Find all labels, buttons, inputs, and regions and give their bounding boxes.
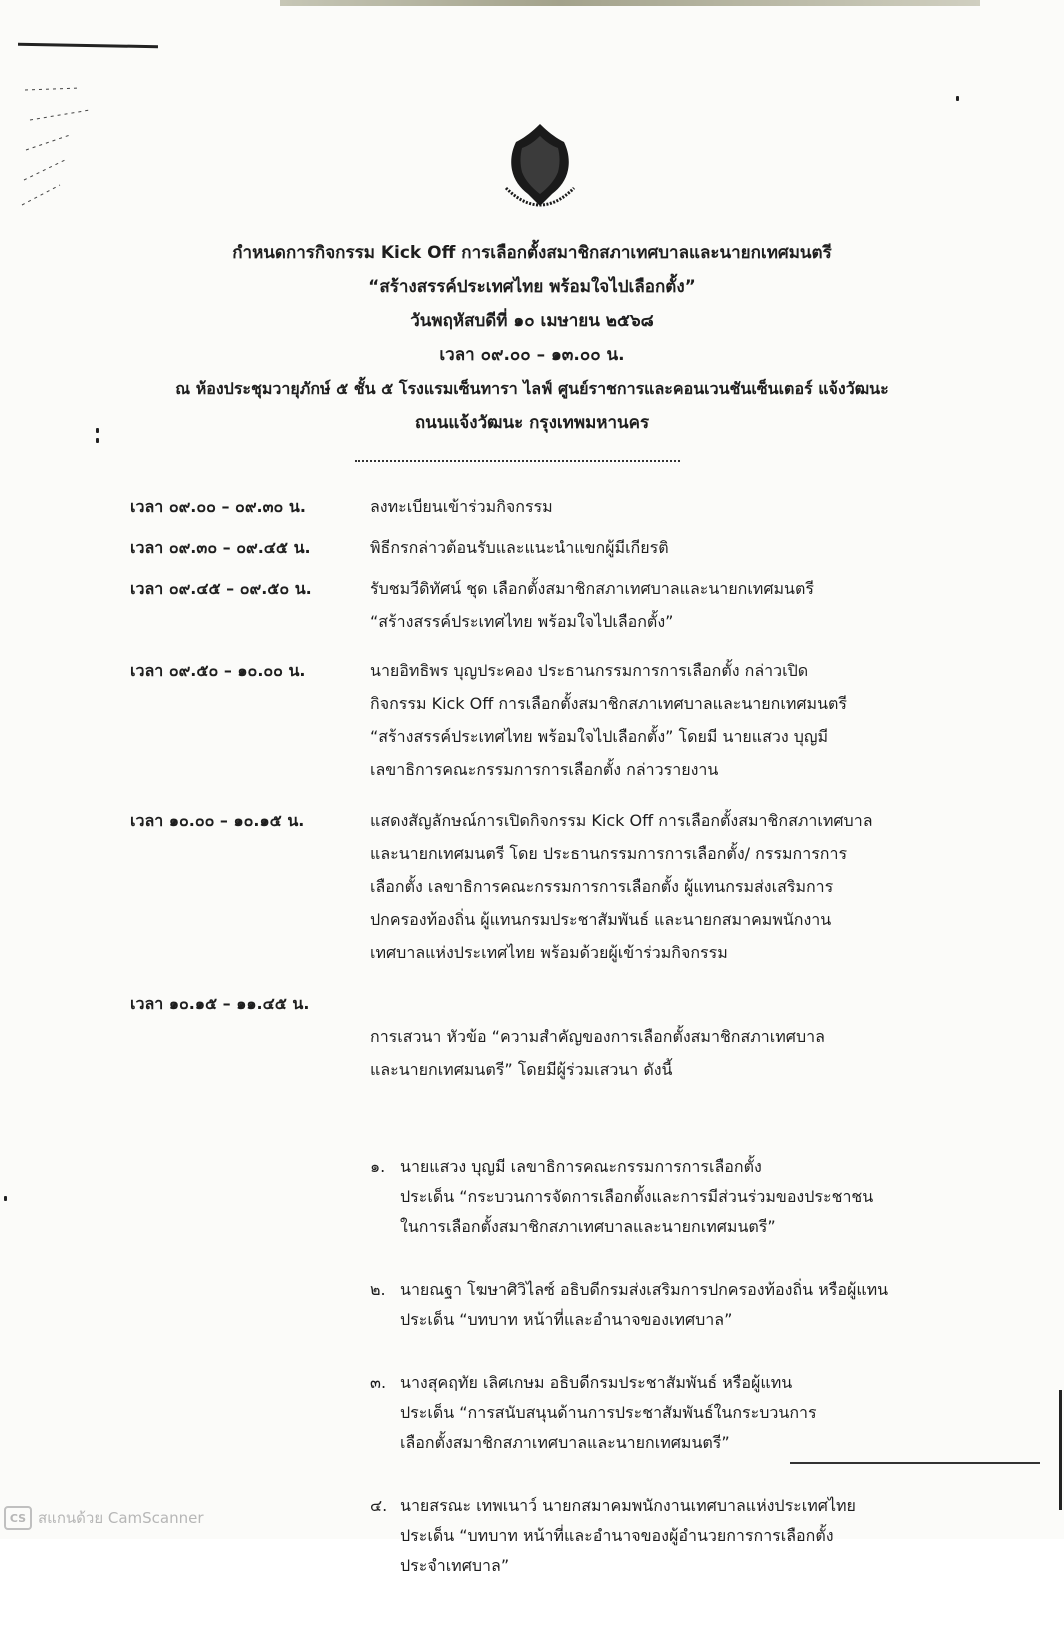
scan-dot <box>4 1196 7 1201</box>
schedule-detail: แสดงสัญลักษณ์การเปิดกิจกรรม Kick Off การเลือกตั้งสมาชิกสภาเทศบาล และนายกเทศมนตรี โดย ประธานกรรมการการเลือกตั้ง/ กรรมการการ เลือกตั้ง เลขาธิการคณะกรรมการการเลือกตั้ง ผู้แทนกรมส่งเสริมการ ปกครองท้องถิ่น ผู้แทนกรมประชาสัมพันธ์ และนายกสมาคมพนักงาน เทศบาลแห่งประเทศไทย พร้อมด้วยผู้เข้าร่วมกิจกรรม <box>370 811 873 962</box>
schedule-time: เวลา ๐๙.๕๐ – ๑๐.๐๐ น. <box>130 661 306 680</box>
camscanner-watermark <box>4 1506 204 1530</box>
speaker-text: นายสรณะ เทพเนาว์ นายกสมาคมพนักงานเทศบาลแห่งประเทศไทย ประเด็น “บทบาท หน้าที่และอำนาจของผู้อำนวยการการเลือกตั้ง ประจำเทศบาล” <box>400 1496 856 1575</box>
header-venue: ณ ห้องประชุมวายุภักษ์ ๕ ชั้น ๕ โรงแรมเซ็นทารา ไลฟ์ ศูนย์ราชการและคอนเวนชันเซ็นเตอร์ แจ้งวัฒนะ <box>175 379 889 398</box>
schedule-time: เวลา ๐๙.๔๕ – ๐๙.๕๐ น. <box>130 579 312 598</box>
speaker-number: ๓. <box>370 1373 387 1392</box>
dotted-separator <box>355 460 680 462</box>
header-title: กำหนดการกิจกรรม Kick Off การเลือกตั้งสมาชิกสภาเทศบาลและนายกเทศมนตรี <box>232 243 832 263</box>
speaker-item <box>370 1368 910 1458</box>
speaker-number: ๔. <box>370 1496 388 1515</box>
schedule-time: เวลา ๐๙.๓๐ – ๐๙.๔๕ น. <box>130 538 311 557</box>
header-date: วันพฤหัสบดีที่ ๑๐ เมษายน ๒๕๖๘ <box>410 311 654 331</box>
ect-emblem-icon <box>488 118 592 222</box>
schedule-time: เวลา ๐๙.๐๐ – ๐๙.๓๐ น. <box>130 497 306 516</box>
schedule-detail: พิธีกรกล่าวต้อนรับและแนะนำแขกผู้มีเกียรติ <box>370 538 669 557</box>
header-slogan: “สร้างสรรค์ประเทศไทย พร้อมใจไปเลือกตั้ง” <box>368 277 696 297</box>
scan-scribble <box>20 80 100 210</box>
schedule-time: เวลา ๑๐.๑๕ – ๑๑.๔๕ น. <box>130 994 310 1013</box>
scan-dot <box>956 96 959 101</box>
speaker-text: นายแสวง บุญมี เลขาธิการคณะกรรมการการเลือกตั้ง ประเด็น “กระบวนการจัดการเลือกตั้งและการมีส่วนร่วมของประชาชน ในการเลือกตั้งสมาชิกสภาเทศบาลและนายกเทศมนตรี” <box>400 1157 874 1236</box>
schedule-detail-panel <box>370 987 910 1647</box>
header-address: ถนนแจ้งวัฒนะ กรุงเทพมหานคร <box>414 413 650 433</box>
scan-mark <box>18 43 158 48</box>
speaker-number: ๑. <box>370 1157 386 1176</box>
schedule-detail: นายอิทธิพร บุญประคอง ประธานกรรมการการเลือกตั้ง กล่าวเปิด กิจกรรม Kick Off การเลือกตั้งสมาชิกสภาเทศบาลและนายกเทศมนตรี “สร้างสรรค์ประเทศไทย พร้อมใจไปเลือกตั้ง” โดยมี นายแสวง บุญมี เลขาธิการคณะกรรมการการเลือกตั้ง กล่าวรายงาน <box>370 661 847 779</box>
speaker-number: ๒. <box>370 1280 386 1299</box>
speaker-text: นางสุคฤทัย เลิศเกษม อธิบดีกรมประชาสัมพันธ์ หรือผู้แทน ประเด็น “การสนับสนุนด้านการประชาสัมพันธ์ในกระบวนการ เลือกตั้งสมาชิกสภาเทศบาลและนายกเทศมนตรี” <box>400 1373 817 1452</box>
schedule-row <box>130 654 910 786</box>
schedule-detail: การเสวนา หัวข้อ “ความสำคัญของการเลือกตั้งสมาชิกสภาเทศบาล และนายกเทศมนตรี” โดยมีผู้ร่วมเสวนา ดังนี้ <box>370 1027 825 1079</box>
schedule-detail: ลงทะเบียนเข้าร่วมกิจกรรม <box>370 497 553 516</box>
scan-edge-artifact <box>1059 1390 1062 1510</box>
speaker-item <box>370 1152 910 1242</box>
schedule-row <box>130 531 910 564</box>
schedule-row <box>130 987 910 1647</box>
schedule-row <box>130 804 910 969</box>
speaker-item <box>370 1491 910 1581</box>
header-time: เวลา ๐๙.๐๐ – ๑๓.๐๐ น. <box>439 345 625 365</box>
speaker-item <box>370 1275 910 1335</box>
schedule-row <box>130 490 910 523</box>
scan-edge-artifact <box>280 0 980 6</box>
document-header <box>0 236 1064 440</box>
speaker-list <box>370 1119 910 1614</box>
camscanner-badge: CS <box>4 1506 32 1530</box>
schedule-row <box>130 572 910 638</box>
camscanner-text: สแกนด้วย CamScanner <box>38 1509 204 1527</box>
schedule-list <box>130 490 910 1647</box>
schedule-detail: รับชมวีดิทัศน์ ชุด เลือกตั้งสมาชิกสภาเทศบาลและนายกเทศมนตรี “สร้างสรรค์ประเทศไทย พร้อมใจไปเลือกตั้ง” <box>370 579 814 631</box>
speaker-text: นายณฐา โฆษาศิวิไลซ์ อธิบดีกรมส่งเสริมการปกครองท้องถิ่น หรือผู้แทน ประเด็น “บทบาท หน้าที่และอำนาจของเทศบาล” <box>400 1280 889 1329</box>
schedule-time: เวลา ๑๐.๐๐ – ๑๐.๑๕ น. <box>130 811 305 830</box>
